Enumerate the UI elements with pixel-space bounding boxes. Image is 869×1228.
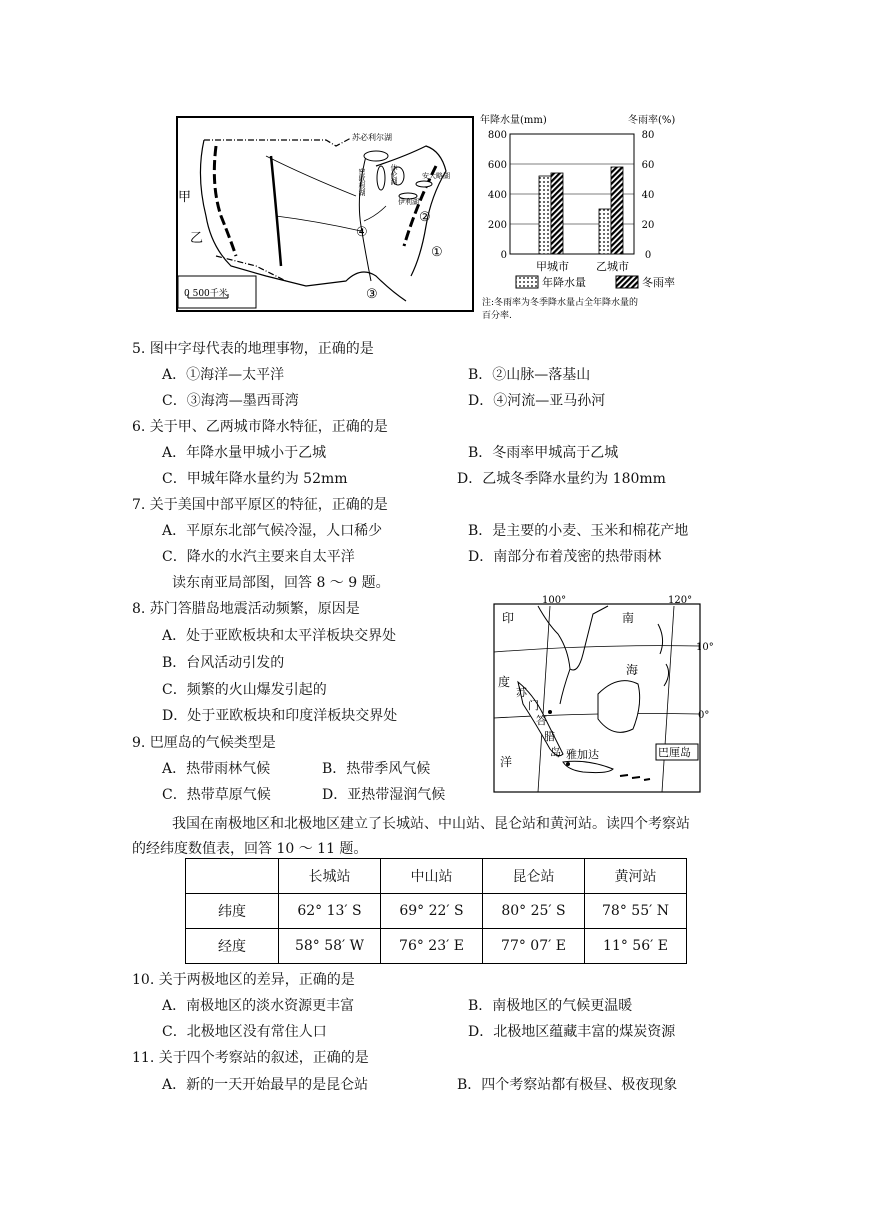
ytick-left: 400 xyxy=(487,190,507,201)
ytick-left: 600 xyxy=(487,160,507,171)
table-header xyxy=(186,859,279,894)
q11-option-b: B．四个考察站都有极昼、极夜现象 xyxy=(457,1077,678,1093)
q8-option-b: B．台风活动引发的 xyxy=(162,655,285,671)
q11-option-a: A．新的一天开始最早的是昆仑站 xyxy=(162,1077,369,1093)
table-row xyxy=(186,894,687,929)
label-yang: 洋 xyxy=(500,755,513,769)
q10-option-a: A．南极地区的淡水资源更丰富 xyxy=(162,998,355,1014)
table-cell: 纬度 xyxy=(186,894,279,929)
q7-option-d: D．南部分布着茂密的热带雨林 xyxy=(468,549,662,565)
label-su: 苏 xyxy=(516,686,527,699)
table-row xyxy=(186,929,687,964)
legend-swatch-precip xyxy=(516,276,538,288)
lake-erie: 伊利湖 xyxy=(398,198,419,206)
category-label-1: 乙城市 xyxy=(596,260,629,273)
label-yin: 印 xyxy=(502,611,515,625)
label-da: 答 xyxy=(536,714,547,727)
label-jia: 甲 xyxy=(178,190,192,205)
label-yi: 乙 xyxy=(190,231,204,246)
lake-superior: 苏必利尔湖 xyxy=(352,133,392,142)
marker-1: ① xyxy=(431,245,443,260)
legend-swatch-winter xyxy=(616,276,638,288)
bar-precip-0 xyxy=(539,176,551,254)
lat-0: 0° xyxy=(698,710,710,721)
table-cell: 80° 25′ S xyxy=(483,894,585,929)
label-jakarta: 雅加达 xyxy=(566,748,599,761)
q5-option-a: A．①海洋—太平洋 xyxy=(162,367,285,383)
q6-option-c: C．甲城年降水量约为 52mm xyxy=(162,471,348,487)
ytick-right: 0 xyxy=(644,250,652,261)
table-cell: 11° 56′ E xyxy=(585,929,687,964)
ytick-right: 60 xyxy=(641,160,655,171)
q10-option-b: B．南极地区的气候更温暖 xyxy=(468,998,633,1014)
map-scale: 0 500千米 xyxy=(184,289,228,299)
q6-stem: 6. 关于甲、乙两城市降水特征，正确的是 xyxy=(132,419,388,435)
station-table xyxy=(185,858,687,964)
us-map xyxy=(176,116,474,312)
precip-chart xyxy=(478,112,700,322)
ytick-right: 20 xyxy=(641,220,655,231)
q10-option-c: C．北极地区没有常住人口 xyxy=(162,1024,327,1040)
table-cell: 经度 xyxy=(186,929,279,964)
label-du: 度 xyxy=(498,675,511,689)
q5-option-b: B．②山脉—落基山 xyxy=(468,367,591,383)
legend-precip: 年降水量 xyxy=(542,276,586,289)
ytick-right: 80 xyxy=(641,130,655,141)
q10-stem: 10. 关于两极地区的差异，正确的是 xyxy=(132,972,355,988)
lake-ontario: 安大略湖 xyxy=(422,172,450,180)
table-cell: 77° 07′ E xyxy=(483,929,585,964)
q8-option-d: D．处于亚欧板块和印度洋板块交界处 xyxy=(162,708,398,724)
q6-option-b: B．冬雨率甲城高于乙城 xyxy=(468,445,619,461)
marker-4: ④ xyxy=(356,225,368,240)
intro-10-11-line1: 我国在南极地区和北极地区建立了长城站、中山站、昆仑站和黄河站。读四个考察站 xyxy=(172,816,690,832)
q9-option-c: C．热带草原气候 xyxy=(162,787,271,803)
q11-stem: 11. 关于四个考察站的叙述，正确的是 xyxy=(132,1050,369,1066)
category-label-0: 甲城市 xyxy=(536,260,569,273)
q5-option-c: C．③海湾—墨西哥湾 xyxy=(162,393,299,409)
label-men: 门 xyxy=(528,699,539,712)
q8-stem: 8. 苏门答腊岛地震活动频繁，原因是 xyxy=(132,601,360,617)
lake-michigan: 密歇根湖 xyxy=(358,168,366,196)
q9-stem: 9. 巴厘岛的气候类型是 xyxy=(132,735,276,751)
label-bali: 巴厘岛 xyxy=(658,746,691,759)
marker-3: ③ xyxy=(366,287,378,302)
legend-winter: 冬雨率 xyxy=(642,276,675,289)
chart-ylabel-left: 年降水量(mm) xyxy=(480,115,547,126)
bar-winter-1 xyxy=(611,167,623,254)
q7-option-a: A．平原东北部气候冷湿，人口稀少 xyxy=(162,523,383,539)
table-header: 长城站 xyxy=(279,859,381,894)
lon-120: 120° xyxy=(668,595,693,606)
chart-note: 注:冬雨率为冬季降水量占全年降水量的百分率. xyxy=(482,298,639,321)
table-header: 中山站 xyxy=(381,859,483,894)
bar-winter-0 xyxy=(551,173,563,254)
intro-10-11-line2: 的经纬度数值表，回答 10 ～ 11 题。 xyxy=(132,841,368,857)
table-cell: 69° 22′ S xyxy=(381,894,483,929)
q9-option-d: D．亚热带湿润气候 xyxy=(322,787,446,803)
ytick-left: 0 xyxy=(500,250,507,261)
chart-ylabel-right: 冬雨率(%) xyxy=(628,115,676,126)
table-cell: 78° 55′ N xyxy=(585,894,687,929)
q8-option-a: A．处于亚欧板块和太平洋板块交界处 xyxy=(162,628,397,644)
intro-8-9: 读东南亚局部图，回答 8 ～ 9 题。 xyxy=(172,575,390,591)
lat-10: 10° xyxy=(696,642,714,653)
label-hai: 海 xyxy=(626,663,639,677)
q7-option-c: C．降水的水汽主要来自太平洋 xyxy=(162,549,355,565)
table-cell: 76° 23′ E xyxy=(381,929,483,964)
label-la: 腊 xyxy=(544,730,555,743)
ytick-left: 800 xyxy=(487,130,507,141)
q7-option-b: B．是主要的小麦、玉米和棉花产地 xyxy=(468,523,689,539)
lake-huron: 休伦湖 xyxy=(390,164,398,185)
table-cell: 58° 58′ W xyxy=(279,929,381,964)
q6-option-a: A．年降水量甲城小于乙城 xyxy=(162,445,327,461)
table-header: 昆仑站 xyxy=(483,859,585,894)
q5-option-d: D．④河流—亚马孙河 xyxy=(468,393,606,409)
table-header: 黄河站 xyxy=(585,859,687,894)
marker-2: ② xyxy=(419,210,431,225)
q10-option-d: D．北极地区蕴藏丰富的煤炭资源 xyxy=(468,1024,676,1040)
label-dao: 岛 xyxy=(550,746,561,759)
se-asia-map xyxy=(488,594,716,796)
q6-option-d: D．乙城冬季降水量约为 180mm xyxy=(457,471,666,487)
ytick-right: 40 xyxy=(641,190,655,201)
lon-100: 100° xyxy=(542,595,567,606)
q7-stem: 7. 关于美国中部平原区的特征，正确的是 xyxy=(132,497,388,513)
q5-stem: 5. 图中字母代表的地理事物，正确的是 xyxy=(132,341,374,357)
label-nan: 南 xyxy=(622,611,635,625)
ytick-left: 200 xyxy=(487,220,507,231)
table-cell: 62° 13′ S xyxy=(279,894,381,929)
q9-option-b: B．热带季风气候 xyxy=(322,761,431,777)
q8-option-c: C．频繁的火山爆发引起的 xyxy=(162,682,327,698)
table-header-row xyxy=(186,859,687,894)
q9-option-a: A．热带雨林气候 xyxy=(162,761,271,777)
bar-precip-1 xyxy=(599,209,611,254)
